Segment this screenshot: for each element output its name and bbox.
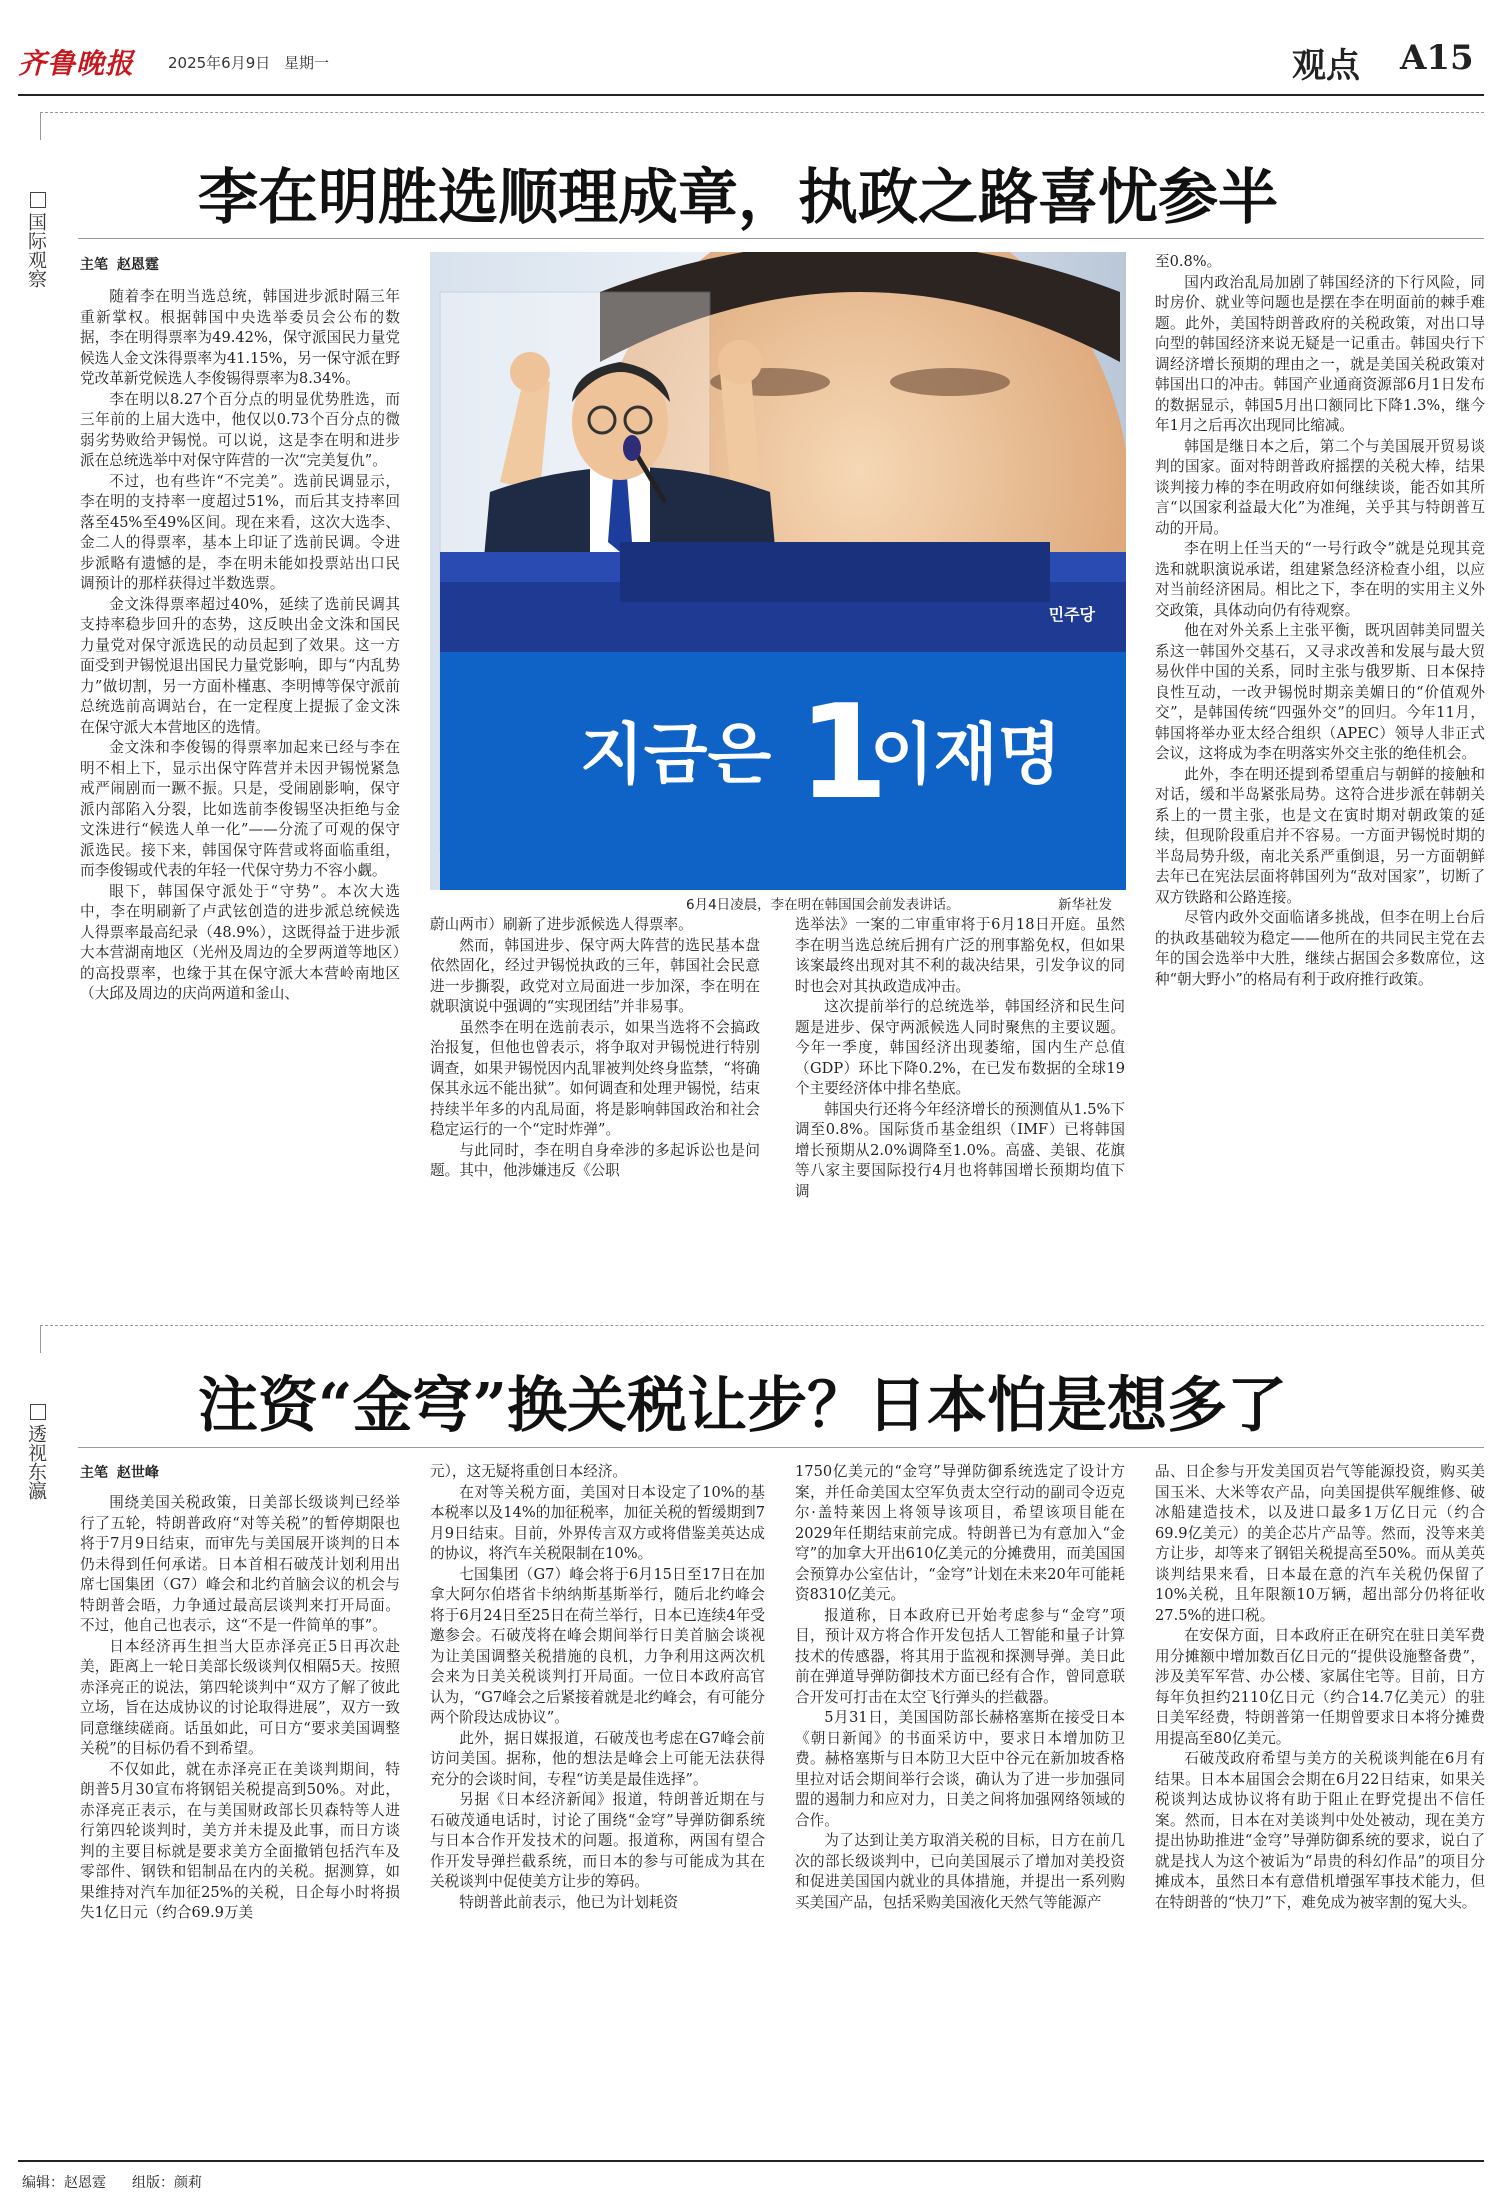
- paragraph: 他在对外关系上主张平衡，既巩固韩美同盟关系这一韩国外交基石，又寻求改善和发展与最大贸易伙伴中国的关系，同时主张与俄罗斯、日本保持良性互动，一改尹锡悦时期亲美媚日的“价值观外交”，是韩国传统“四强外交”的回归。今年11月，韩国将举办亚太经合组织（APEC）领导人非正式会议，这将成为李在明落实外交主张的绝佳机会。: [1155, 622, 1485, 762]
- article-separator: [40, 1325, 1484, 1326]
- paragraph: 李在明以8.27个百分点的明显优势胜选，而三年前的上届大选中，他仅以0.73个百分点的微弱劣势败给尹锡悦。可以说，这是李在明和进步派在总统选举中对保守阵营的一次“完美复仇”。: [80, 390, 400, 469]
- article1-column-1: [80, 287, 400, 1305]
- paragraph: 围绕美国关税政策，日美部长级谈判已经举行了五轮，特朗普政府“对等关税”的暂停期限也将于7月9日结束，而审先与美国展开谈判的日本仍未得到任何承诺。日本首相石破茂计划利用出席七国集团（G7）峰会和北约首脑会议的机会与特朗普会晤，力争通过最高层谈判来打开局面。不过，他自己也表示，这“不是一件简单的事”。: [80, 1494, 400, 1634]
- paragraph: 选举法》一案的二审重审将于6月18日开庭。虽然李在明当选总统后拥有广泛的刑事豁免权，但如果该案最终出现对其不利的裁决结果，引发争议的同时也会对其执政造成冲击。: [795, 916, 1125, 995]
- sign-text-1: 지금은: [580, 716, 772, 793]
- paragraph: 金文洙和李俊锡的得票率加起来已经与李在明不相上下，显示出保守阵营并未因尹锡悦紧急戒严闹剧而一蹶不振。只是，受闹剧影响，保守派内部陷入分裂，比如选前李俊锡坚决拒绝与金文洙进行“候选人单一化”——分流了可观的保守派选民。接下来，韩国保守阵营或将面临重组，而李俊锡或代表的年轻一代保守势力不容小觑。: [80, 739, 400, 879]
- paragraph: 李在明上任当天的“一号行政令”就是兑现其竞选和就职演说承诺，组建紧急经济检查小组，以应对当前经济困局。相比之下，李在明的实用主义外交政策，具体动向仍有待观察。: [1155, 540, 1485, 619]
- paragraph: 与此同时，李在明自身牵涉的多起诉讼也是问题。其中，他涉嫌违反《公职: [430, 1141, 760, 1179]
- paragraph: 1750亿美元的“金穹”导弹防御系统选定了设计方案，并任命美国太空军负责太空行动的副司令迈克尔·盖特莱因上将领导该项目，希望该项目能在2029年任期结束前完成。特朗普已为有意加入“金穹”的加拿大开出610亿美元的分摊费用，而美国国会预算办公室估计，“金穹”计划在未来20年可能耗资8310亿美元。: [795, 1463, 1125, 1603]
- paragraph: 这次提前举行的总统选举，韩国经济和民生问题是进步、保守两派候选人同时聚焦的主要议题。今年一季度，韩国经济出现萎缩，国内生产总值（GDP）环比下降0.2%，在已发布数据的全球19个主要经济体中排名垫底。: [795, 998, 1125, 1097]
- paragraph: 另据《日本经济新闻》报道，特朗普近期在与石破茂通电话时，讨论了围绕“金穹”导弹防御系统与日本合作开发技术的问题。报道称，两国有望合作开发导弹拦截系统，而日本的参与可能成为其在关税谈判中促使美方让步的筹码。: [430, 1791, 765, 1890]
- footer-editor: 编辑：赵恩霆: [22, 2175, 106, 2191]
- paragraph: 特朗普此前表示，他已为计划耗资: [459, 1893, 679, 1911]
- paragraph: 韩国央行还将今年经济增长的预测值从1.5%下调至0.8%。国际货币基金组织（IMF）已将韩国增长预期从2.0%调降至1.0%。高盛、美银、花旗等八家主要国际投行4月也将韩国增长预期均值下调: [795, 1100, 1125, 1200]
- tab-box-icon: [30, 1404, 46, 1420]
- paragraph: 报道称，日本政府已开始考虑参与“金穹”项目，预计双方将合作开发包括人工智能和量子计算技术的传感器，将其用于监视和探测导弹。美日此前在弹道导弹防御技术方面已经有合作，曾同意联合开发可打击在太空飞行弹头的拦截器。: [795, 1606, 1125, 1706]
- photo-credit: 新华社发: [1058, 897, 1112, 913]
- paragraph: 日本经济再生担当大臣赤泽亮正5日再次赴美，距离上一轮日美部长级谈判仅相隔5天。按照赤泽亮正的说法，第四轮谈判中“双方了解了彼此立场，旨在达成协议的讨论取得进展”，双方一致同意继续磋商。话虽如此，可日方“要求美国调整关税”的目标仍看不到希望。: [80, 1637, 400, 1757]
- paragraph: 七国集团（G7）峰会将于6月15日至17日在加拿大阿尔伯塔省卡纳纳斯基斯举行，随后北约峰会将于6月24日至25日在荷兰举行，日本已连续4年受邀参会。石破茂将在峰会期间举行日美首脑会谈视为让美国调整关税措施的良机，力争利用这两次机会来为日美关税谈判打开局面。一位日本政府高官认为，“G7峰会之后紧接着就是北约峰会，有可能分两个阶段达成协议”。: [430, 1565, 765, 1726]
- article1-headline: 李在明胜选顺理成章，执政之路喜忧参半: [198, 163, 1278, 233]
- article2-headline: 注资“金穹”换关税让步？日本怕是想多了: [198, 1371, 1288, 1441]
- paragraph: 为了达到让美方取消关税的目标，日方在前几次的部长级谈判中，已向美国展示了增加对美投资和促进美国国内就业的具体措施，并提出一系列购买美国产品，包括采购美国液化天然气等能源产: [795, 1832, 1125, 1911]
- paragraph: 国内政治乱局加剧了韩国经济的下行风险，同时房价、就业等问题也是摆在李在明面前的棘手难题。此外，美国特朗普政府的关税政策，对出口导向型的韩国经济来说无疑是一记重击。韩国央行下调经济增长预期的理由之一，就是美国关税政策对韩国出口的冲击。韩国产业通商资源部6月1日发布的数据显示，韩国5月出口额同比下降1.3%，继今年1月之后再次出现同比缩减。: [1155, 273, 1485, 434]
- paragraph: 元），这无疑将重创日本经济。: [430, 1463, 628, 1480]
- article2-column-4: [1155, 1462, 1485, 2148]
- article1-byline: [80, 254, 159, 274]
- paragraph: 在对等关税方面，美国对日本设定了10%的基本税率以及14%的加征税率，加征关税的暂缓期到7月9日结束。目前，外界传言双方或将借鉴美英达成的协议，将汽车关税限制在10%。: [430, 1483, 765, 1562]
- paragraph: 在安保方面，日本政府正在研究在驻日美军费用分摊额中增加数百亿日元的“提供设施整备费”，涉及美军军营、办公楼、家属住宅等。目前，日方每年负担约2110亿日元（约合14.7亿美元）的驻日美军经费，特朗普第一任期曾要求日本将分摊费用提高至80亿美元。: [1155, 1627, 1485, 1747]
- article2-byline: [80, 1462, 159, 1482]
- sign-number: 1: [798, 676, 889, 828]
- photo-caption: 6月4日凌晨，李在明在韩国国会前发表讲话。: [686, 897, 960, 913]
- top-corner-mark: [40, 112, 41, 140]
- party-logo: 민주당: [1048, 605, 1095, 624]
- paragraph: 金文洙得票率超过40%，延续了选前民调其支持率稳步回升的态势，这反映出金文洙和国民力量党对保守派选民的动员起到了效果。这一方面受到尹锡悦退出国民力量党影响，即与“内乱势力”做切割，另一方面朴槿惠、李明博等保守派前总统选前高调站台，在一定程度上提振了金文洙在保守派大本营地区的选情。: [80, 595, 400, 736]
- paragraph: 随着李在明当选总统，韩国进步派时隔三年重新掌权。根据韩国中央选举委员会公布的数据，李在明得票率为49.42%，保守派国民力量党候选人金文洙得票率为41.15%，另一保守派在野党改革新党候选人李俊锡得票率为8.34%。: [80, 288, 400, 387]
- article2-column-1: [80, 1493, 400, 2148]
- news-photo: [430, 252, 1126, 890]
- paragraph: 蔚山两市）刷新了进步派候选人得票率。: [430, 916, 693, 933]
- article1-column-3: [795, 915, 1125, 1305]
- section-label: 观点: [1292, 46, 1360, 86]
- byline-label: 主笔: [80, 257, 108, 273]
- paragraph: 虽然李在明在选前表示，如果当选将不会搞政治报复，但他也曾表示，将争取对尹锡悦进行特别调查，如果尹锡悦因内乱罪被判处终身监禁，“将确保其永远不能出狱”。如何调查和处理尹锡悦，结束持续半年多的内乱局面，将是影响韩国政治和社会稳定运行的一个“定时炸弹”。: [430, 1018, 760, 1138]
- footer-rule: [18, 2160, 1484, 2162]
- paragraph: 韩国是继日本之后，第二个与美国展开贸易谈判的国家。面对特朗普政府摇摆的关税大棒，结果谈判接力棒的李在明政府如何继续谈，能否如其所言“以国家利益最大化”为准绳，关乎其与特朗普互动的开局。: [1155, 437, 1485, 537]
- paragraph: 5月31日，美国国防部长赫格塞斯在接受日本《朝日新闻》的书面采访中，要求日本增加防卫费。赫格塞斯与日本防卫大臣中谷元在新加坡香格里拉对话会期间举行会谈，确认为了进一步加强同盟的遏制力和应对力，日美之间将加强网络领域的合作。: [795, 1709, 1125, 1829]
- headline-rule: [78, 1447, 1484, 1448]
- masthead-rule: [18, 94, 1484, 96]
- footer-layout: 组版：颜莉: [132, 2175, 202, 2191]
- byline-name: 赵恩霆: [116, 257, 159, 273]
- paragraph: 此外，李在明还提到希望重启与朝鲜的接触和对话，缓和半岛紧张局势。这符合进步派在韩朝关系上的一贯主张，也是文在寅时期对朝政策的延续，但现阶段重启并不容易。一方面尹锡悦时期的半岛局势升级，南北关系严重倒退，另一方面朝鲜去年已在宪法层面将韩国列为“敌对国家”，切断了双方铁路和公路连接。: [1155, 765, 1485, 906]
- issue-weekday: 星期一: [284, 54, 330, 72]
- issue-date: 2025年6月9日: [168, 54, 271, 72]
- paragraph: 然而，韩国进步、保守两大阵营的选民基本盘依然固化，经过尹锡悦执政的三年，韩国社会民意进一步撕裂，政党对立局面进一步加深，李在明在就职演说中强调的“实现团结”并非易事。: [430, 936, 760, 1015]
- headline-rule: [78, 238, 1484, 239]
- paragraph: 至0.8%。: [1155, 253, 1222, 270]
- article2-column-2: [430, 1462, 765, 2148]
- paragraph: 品、日企参与开发美国页岩气等能源投资，购买美国玉米、大米等农产品，向美国提供军舰维修、破冰船建造技术，以及进口最多1万亿日元（约合69.9亿美元）的美企芯片产品等。然而，没等来美方让步，却等来了钢铝关税提高至50%。而从美英谈判结果来看，日本最在意的汽车关税仍保留了10%关税，且年限额10万辆，超出部分仍将征收27.5%的进口税。: [1155, 1463, 1485, 1624]
- article2-tab: 透视东瀛: [25, 1424, 47, 1500]
- sign-text-2: 이재명: [870, 716, 1062, 793]
- article1-column-4: [1155, 252, 1485, 1305]
- article2-column-3: [795, 1462, 1125, 2148]
- separator-corner-mark: [40, 1325, 41, 1353]
- article1-column-2: [430, 915, 760, 1305]
- tab-box-icon: [30, 192, 46, 208]
- paragraph: 尽管内政外交面临诸多挑战，但李在明上台后的执政基础较为稳定——他所在的共同民主党在去年的国会选举中大胜，继续占据国会多数席位，这种“朝大野小”的格局有利于政府推行政策。: [1155, 909, 1485, 988]
- article1-tab: 国际观察: [25, 212, 47, 288]
- paragraph: 眼下，韩国保守派处于“守势”。本次大选中，李在明刷新了卢武铉创造的进步派总统候选人得票率最高纪录（48.9%），这既得益于进步派大本营湖南地区（光州及周边的全罗两道等地区）的高投票率，也缘于其在保守派大本营岭南地区（大邱及周边的庆尚两道和釜山、: [80, 882, 400, 1002]
- byline-name: 赵世峰: [116, 1465, 159, 1481]
- paragraph: 石破茂政府希望与美方的关税谈判能在6月有结果。日本本届国会会期在6月22日结束，如果关税谈判达成协议将有助于阻止在野党提出不信任案。然而，日本在对美谈判中处处被动，现在美方提出协助推进“金穹”导弹防御系统的要求，说白了就是找人为这个被诟为“昂贵的科幻作品”的项目分摊成本，虽然日本有意借机增强军事技术能力，但在特朗普的“快刀”下，难免成为被宰割的冤大头。: [1155, 1750, 1485, 1911]
- paragraph: 此外，据日媒报道，石破茂也考虑在G7峰会前访问美国。据称，他的想法是峰会上可能无法获得充分的会谈时间，专程“访美是最佳选择”。: [430, 1729, 765, 1788]
- top-dashed-rule: [40, 112, 1484, 113]
- paragraph: 不过，也有些许“不完美”。选前民调显示，李在明的支持率一度超过51%，而后其支持率回落至45%至49%区间。现在来看，这次大选李、金二人的得票率，基本上印证了选前民调。令进步派略有遗憾的是，李在明未能如投票站出口民调预计的那样获得过半数选票。: [80, 472, 400, 592]
- paragraph: 不仅如此，就在赤泽亮正在美谈判期间，特朗普5月30宣布将钢铝关税提高到50%。对此，赤泽亮正表示，在与美国财政部长贝森特等人进行第四轮谈判时，美方并未提及此事，而日方谈判的主要目标就是要求美方全面撤销包括汽车及零部件、钢铁和铝制品在内的关税。据测算，如果维持对汽车加征25%的关税，日企每小时将损失1亿日元（约合69.9万美: [80, 1760, 400, 1921]
- page-number: A15: [1400, 38, 1474, 78]
- byline-label: 主笔: [80, 1465, 108, 1481]
- paper-name: 齐鲁晚报: [18, 47, 135, 80]
